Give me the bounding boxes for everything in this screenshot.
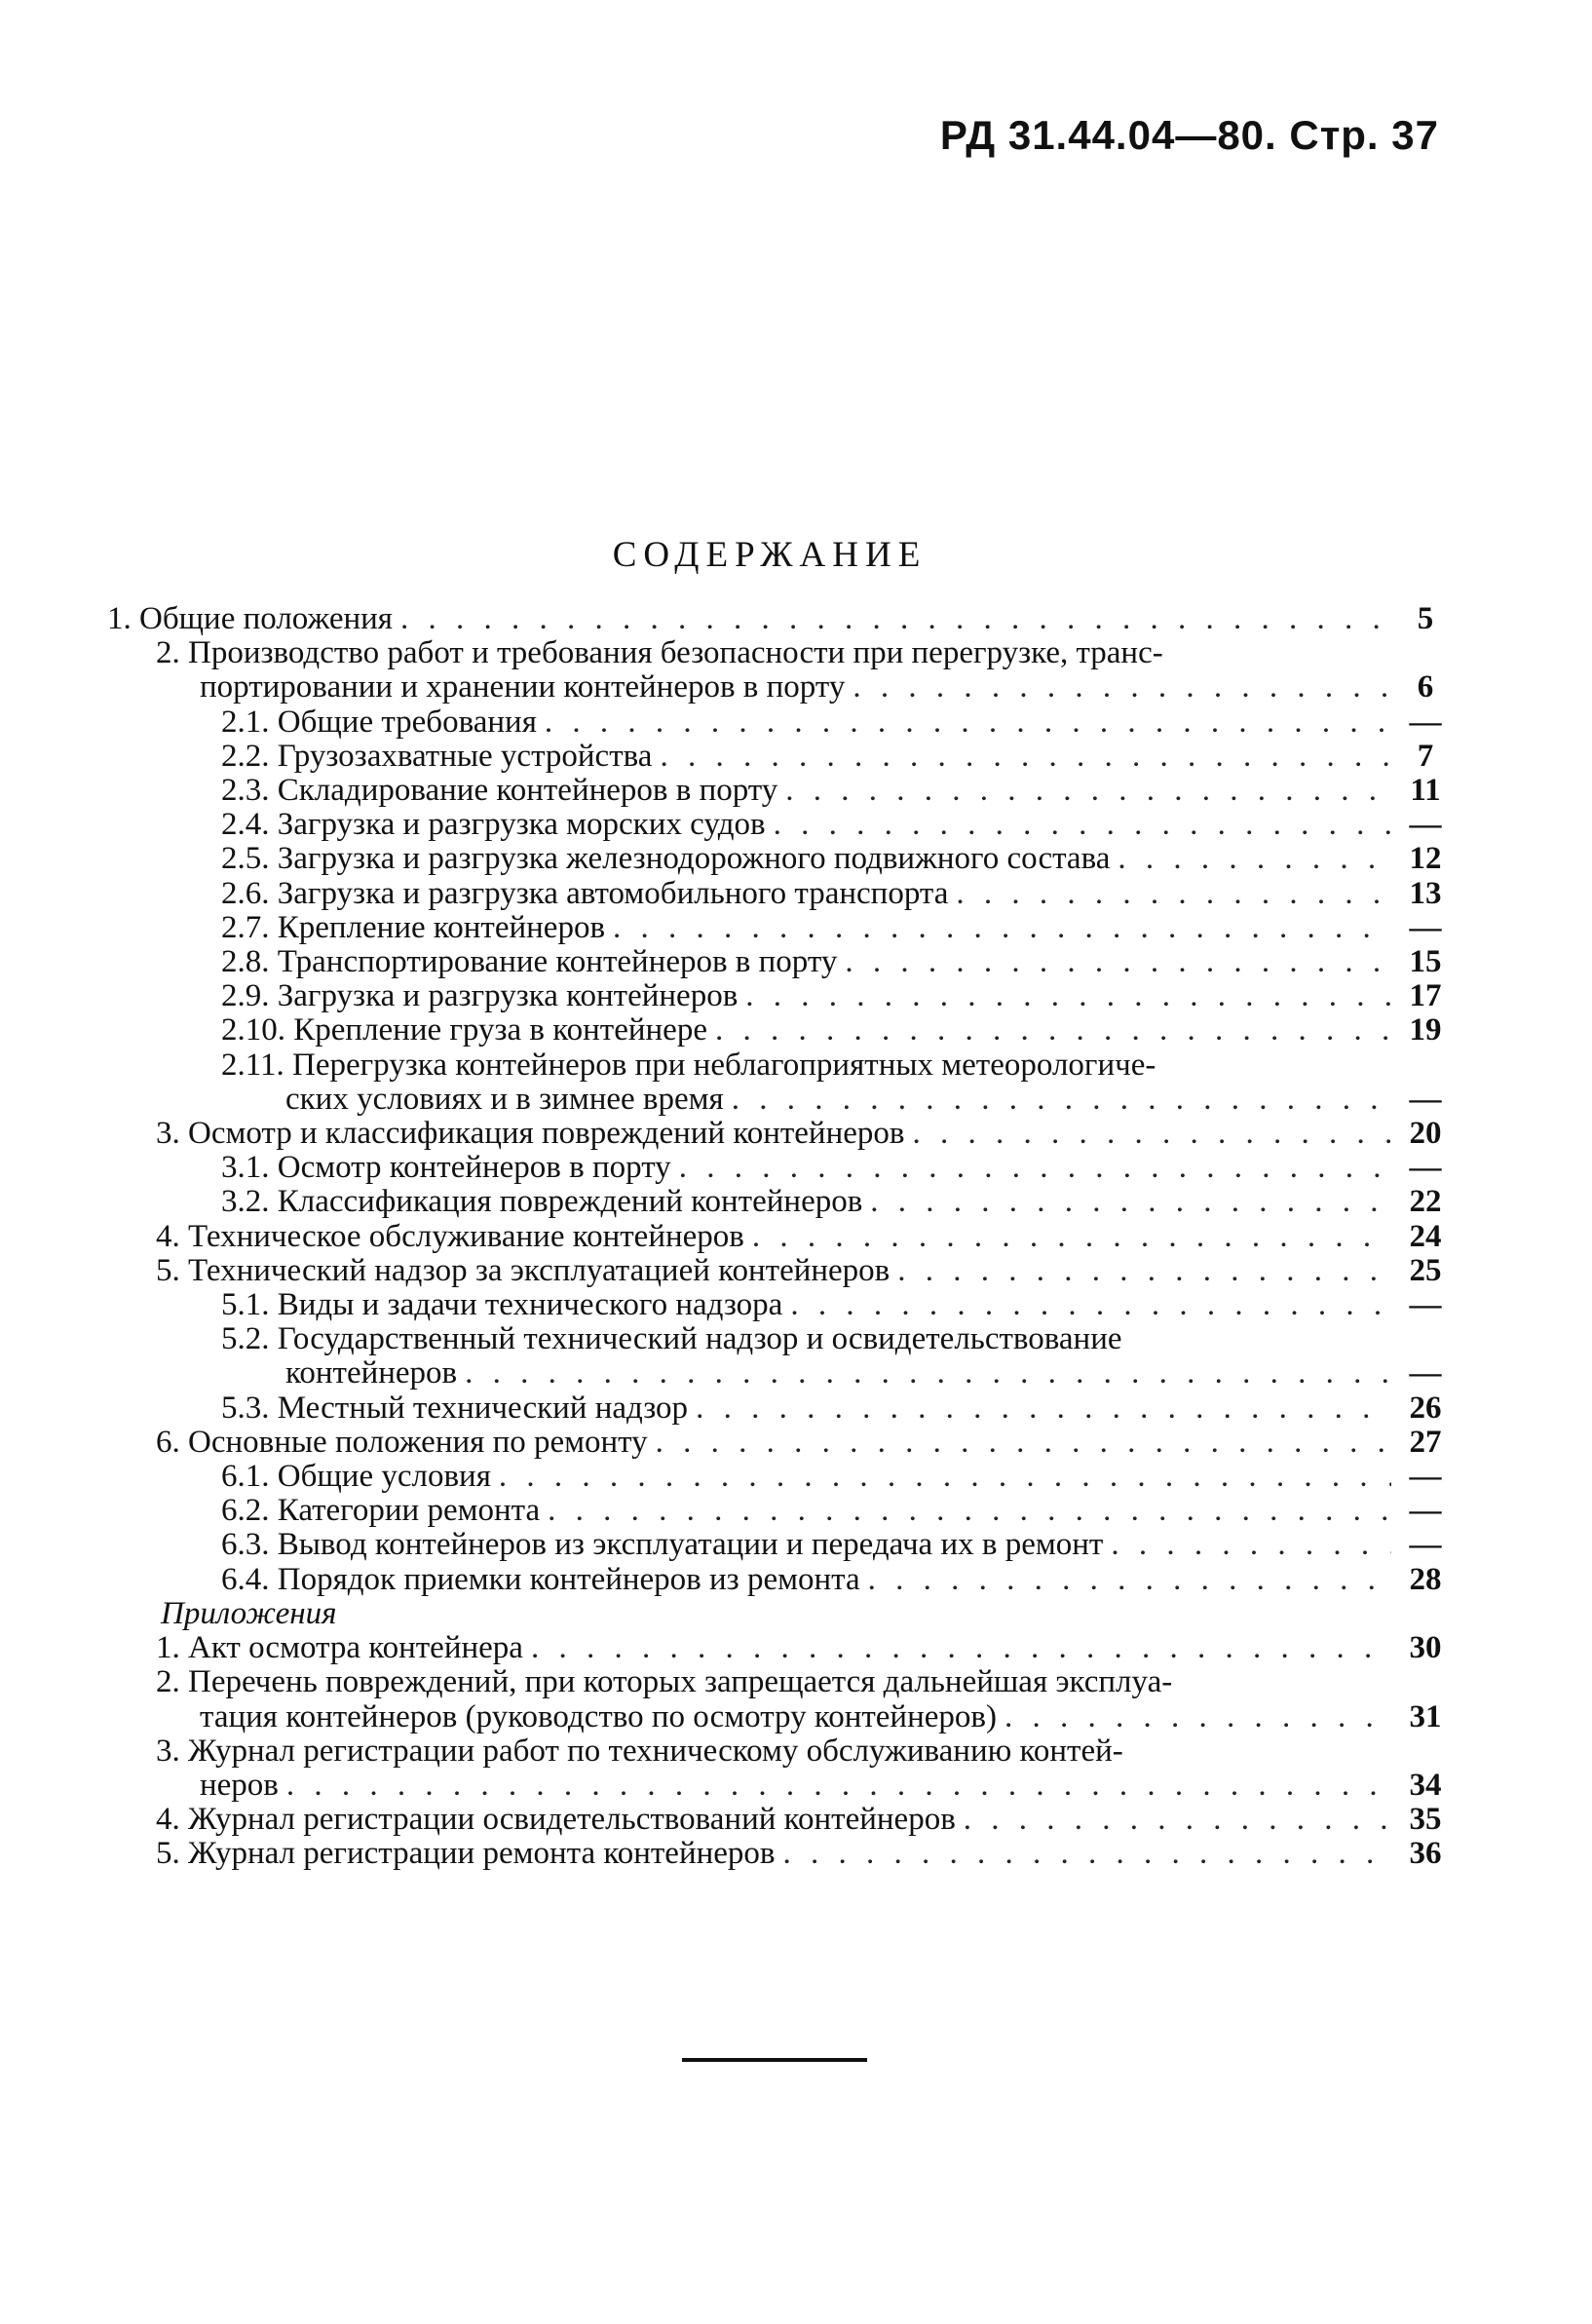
toc-entry-2-10 bbox=[107, 1013, 1452, 1048]
toc-entry-2-11 bbox=[107, 1083, 1452, 1117]
toc-entry-label: 4. Техническое обслуживание контейнеров bbox=[156, 1218, 744, 1254]
toc-entry-5-2-line1: 5.2. Государственный технический надзор и освидетельствование bbox=[221, 1321, 1122, 1357]
toc-entry-page: — bbox=[1409, 1527, 1442, 1563]
toc-entry-label: 3.2. Классификация повреждений контейнеров bbox=[221, 1184, 863, 1220]
toc-entry-2-line1: 2. Производство работ и требования безопасности при перегрузке, транс- bbox=[156, 635, 1163, 671]
toc-entry-label: 1. Акт осмотра контейнера bbox=[156, 1630, 523, 1666]
toc-entry-page: 17 bbox=[1409, 978, 1442, 1014]
toc-entry-page: 34 bbox=[1409, 1767, 1442, 1803]
leader-dots bbox=[613, 911, 1391, 945]
toc-entry-label: контейнеров bbox=[285, 1355, 458, 1391]
leader-dots bbox=[656, 1426, 1391, 1460]
toc-entry-page: 5 bbox=[1417, 601, 1434, 636]
leader-dots bbox=[531, 1631, 1391, 1665]
toc-entry-label: тация контейнеров (руководство по осмотру контейнеров) bbox=[200, 1698, 997, 1734]
toc-entry-label: 5.3. Местный технический надзор bbox=[221, 1390, 689, 1426]
toc-entry-label: 2.8. Транспортирование контейнеров в порту bbox=[221, 944, 838, 980]
toc-entry-label: 3.1. Осмотр контейнеров в порту bbox=[221, 1150, 671, 1186]
toc-entry-label: 2.6. Загрузка и разгрузка автомобильного транспорта bbox=[221, 875, 949, 911]
toc-entry-5-1 bbox=[107, 1288, 1452, 1322]
toc-entry-page: 15 bbox=[1409, 944, 1442, 980]
leader-dots bbox=[1004, 1700, 1391, 1734]
toc-entry-label: 3. Осмотр и классификация повреждений контейнеров bbox=[156, 1116, 905, 1152]
toc-entry-page: — bbox=[1409, 1355, 1442, 1391]
leader-dots bbox=[400, 602, 1391, 636]
toc-entry-label: 2.7. Крепление контейнеров bbox=[221, 909, 606, 945]
toc-entry-page: 20 bbox=[1409, 1116, 1442, 1152]
toc-entry-page: 6 bbox=[1417, 669, 1434, 705]
toc-entry-label: портировании и хранении контейнеров в порту bbox=[200, 669, 846, 705]
toc-entry-page: 35 bbox=[1409, 1802, 1442, 1838]
leader-dots bbox=[853, 670, 1391, 705]
toc-entry-2-11-line1: 2.11. Перегрузка контейнеров при неблагоприятных метеорологиче- bbox=[221, 1047, 1156, 1083]
leader-dots bbox=[545, 705, 1391, 740]
toc-appendix-4 bbox=[107, 1803, 1452, 1837]
toc-entry-3 bbox=[107, 1117, 1452, 1151]
toc-entry-5 bbox=[107, 1254, 1452, 1288]
toc-appendix-2 bbox=[107, 1700, 1452, 1734]
toc-entry-label: 6.2. Категории ремонта bbox=[221, 1493, 541, 1529]
toc-entry-page: — bbox=[1409, 1081, 1442, 1117]
toc-entry-label: 2.3. Складирование контейнеров в порту bbox=[221, 773, 778, 809]
leader-dots bbox=[774, 808, 1391, 842]
leader-dots bbox=[956, 877, 1391, 911]
toc-entry-page: 22 bbox=[1409, 1184, 1442, 1220]
toc-entry-page: 36 bbox=[1409, 1836, 1442, 1872]
toc-entry-6 bbox=[107, 1426, 1452, 1460]
leader-dots bbox=[696, 1391, 1391, 1426]
toc-entry-label: 6.3. Вывод контейнеров из эксплуатации и передача их в ремонт bbox=[221, 1527, 1104, 1563]
leader-dots bbox=[752, 1220, 1391, 1254]
toc-entry-label: неров bbox=[200, 1767, 279, 1803]
toc-entry-page: 11 bbox=[1410, 773, 1441, 809]
leader-dots bbox=[785, 774, 1391, 808]
toc-entry-page: — bbox=[1409, 807, 1442, 843]
toc-entry-2-9 bbox=[107, 979, 1452, 1013]
toc-appendix-5 bbox=[107, 1837, 1452, 1871]
toc-entry-4 bbox=[107, 1220, 1452, 1254]
leader-dots bbox=[548, 1494, 1391, 1528]
toc-entry-2-8 bbox=[107, 945, 1452, 979]
toc-entry-page: 27 bbox=[1409, 1424, 1442, 1460]
leader-dots bbox=[1118, 842, 1391, 876]
leader-dots bbox=[897, 1254, 1391, 1288]
toc-entry-label: ских условиях и в зимнее время bbox=[285, 1081, 724, 1117]
toc-entry-3-2 bbox=[107, 1185, 1452, 1219]
toc-entry-page: — bbox=[1409, 1150, 1442, 1186]
toc-title: СОДЕРЖАНИЕ bbox=[612, 535, 928, 575]
toc-appendix-2-line1: 2. Перечень повреждений, при которых запрещается дальнейшая эксплуа- bbox=[156, 1664, 1173, 1700]
toc-entry-label: 2.10. Крепление груза в контейнере bbox=[221, 1012, 707, 1048]
toc-entry-label: 2.5. Загрузка и разгрузка железнодорожного подвижного состава bbox=[221, 841, 1111, 877]
toc-appendix-3 bbox=[107, 1769, 1452, 1803]
leader-dots bbox=[790, 1288, 1391, 1322]
leader-dots bbox=[732, 1083, 1391, 1117]
toc-entry-label: 2.4. Загрузка и разгрузка морских судов bbox=[221, 807, 766, 843]
toc-entry-3-1 bbox=[107, 1151, 1452, 1185]
toc-entry-6-4 bbox=[107, 1563, 1452, 1597]
toc-entry-2-5 bbox=[107, 842, 1452, 876]
toc-entry-label: 2.1. Общие требования bbox=[221, 704, 537, 740]
toc-entry-page: 28 bbox=[1409, 1561, 1442, 1597]
toc-entry-2-6 bbox=[107, 877, 1452, 911]
toc-entry-page: 13 bbox=[1409, 875, 1442, 911]
toc-entry-page: 26 bbox=[1409, 1390, 1442, 1426]
toc-entry-5-3 bbox=[107, 1391, 1452, 1426]
page-header: РД 31.44.04—80. Стр. 37 bbox=[939, 112, 1439, 158]
toc-entry-page: 7 bbox=[1417, 738, 1434, 774]
toc-entry-page: — bbox=[1409, 1459, 1442, 1495]
leader-dots bbox=[783, 1837, 1391, 1871]
toc-entry-label: 5.1. Виды и задачи технического надзора bbox=[221, 1287, 783, 1323]
leader-dots bbox=[964, 1803, 1391, 1837]
toc-entry-label: 4. Журнал регистрации освидетельствований контейнеров bbox=[156, 1802, 956, 1838]
leader-dots bbox=[868, 1563, 1391, 1597]
toc-entry-label: 6. Основные положения по ремонту bbox=[156, 1424, 648, 1460]
toc-entry-page: 25 bbox=[1409, 1252, 1442, 1288]
toc-entry-2 bbox=[107, 670, 1452, 705]
leader-dots bbox=[286, 1769, 1391, 1803]
toc-entry-5-2 bbox=[107, 1356, 1452, 1391]
toc-entry-6-3 bbox=[107, 1528, 1452, 1562]
toc-entry-page: — bbox=[1409, 704, 1442, 740]
appendices-heading: Приложения bbox=[161, 1595, 337, 1631]
leader-dots bbox=[745, 979, 1391, 1013]
toc-entry-2-2 bbox=[107, 740, 1452, 774]
toc-entry-label: 2.2. Грузозахватные устройства bbox=[221, 738, 653, 774]
toc-entry-2-4 bbox=[107, 808, 1452, 842]
toc-entry-2-7 bbox=[107, 911, 1452, 945]
leader-dots bbox=[845, 945, 1391, 979]
toc-entry-label: 5. Журнал регистрации ремонта контейнеров bbox=[156, 1836, 776, 1872]
toc-entry-6-1 bbox=[107, 1460, 1452, 1494]
toc-entry-page: — bbox=[1409, 1493, 1442, 1529]
leader-dots bbox=[465, 1356, 1391, 1391]
toc-entry-2-3 bbox=[107, 774, 1452, 808]
toc-entry-2-1 bbox=[107, 705, 1452, 740]
toc-entry-page: 12 bbox=[1409, 841, 1442, 877]
leader-dots bbox=[499, 1460, 1391, 1494]
toc-entry-page: 31 bbox=[1409, 1698, 1442, 1734]
leader-dots bbox=[912, 1117, 1391, 1151]
toc-entry-label: 6.1. Общие условия bbox=[221, 1459, 491, 1495]
toc-entry-6-2 bbox=[107, 1494, 1452, 1528]
leader-dots bbox=[679, 1151, 1391, 1185]
leader-dots bbox=[660, 740, 1391, 774]
table-of-contents bbox=[107, 602, 1452, 1872]
toc-appendix-3-line1: 3. Журнал регистрации работ по техническому обслуживанию контей- bbox=[156, 1733, 1123, 1769]
toc-entry-label: 6.4. Порядок приемки контейнеров из ремонта bbox=[221, 1561, 860, 1597]
toc-entry-1 bbox=[107, 602, 1452, 636]
leader-dots bbox=[870, 1185, 1391, 1219]
toc-entry-page: 24 bbox=[1409, 1218, 1442, 1254]
toc-entry-label: 2.9. Загрузка и разгрузка контейнеров bbox=[221, 978, 739, 1014]
leader-dots bbox=[1111, 1528, 1391, 1562]
toc-entry-label: 1. Общие положения bbox=[107, 601, 393, 636]
leader-dots bbox=[715, 1013, 1391, 1048]
toc-appendix-1 bbox=[107, 1631, 1452, 1665]
toc-entry-label: 5. Технический надзор за эксплуатацией контейнеров bbox=[156, 1252, 891, 1288]
end-rule-divider bbox=[682, 2058, 867, 2062]
toc-entry-page: 30 bbox=[1409, 1630, 1442, 1666]
toc-entry-page: — bbox=[1409, 909, 1442, 945]
toc-entry-page: — bbox=[1409, 1287, 1442, 1323]
toc-entry-page: 19 bbox=[1409, 1012, 1442, 1048]
